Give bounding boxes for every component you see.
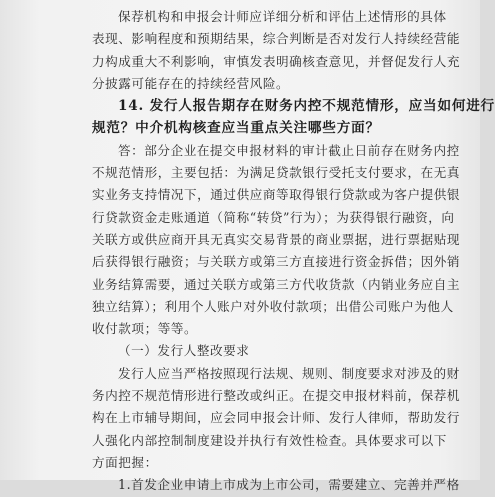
text-line: 收付款项；等等。 [92, 321, 198, 337]
section-paragraph [92, 363, 461, 474]
text-line: 关联方或供应商开具无真实交易背景的商业票据，进行票据贴现 [92, 231, 461, 247]
text-line: 保荐机构和申报会计师应详细分析和评估上述情形的具体 [118, 9, 447, 24]
text-line: 实业务支持情况下，通过供应商等取得银行贷款或为客户提供银 [92, 187, 461, 203]
document-text [92, 6, 495, 497]
answer-paragraph [92, 140, 461, 341]
heading-line: 14. 发行人报告期存在财务内控不规范情形，应当如何进行 [118, 98, 495, 115]
text-line: 发行人应当严格按照现行法规、规则、制度要求对涉及的财 [118, 365, 460, 381]
text-line: 后获得银行融资；与关联方或第三方直接进行资金拆借；因外销 [92, 254, 461, 270]
text-line: 不规范情形，主要包括：为满足贷款银行受托支付要求，在无真 [92, 165, 461, 181]
text-line: 构在上市辅导期间，应会同申报会计师、发行人律师，帮助发行 [92, 410, 461, 426]
text-line: 业务结算需要，通过关联方或第三方代收货款（内销业务应自主 [92, 276, 461, 292]
intro-paragraph [92, 6, 461, 95]
section-heading: （一）发行人整改要求 [118, 343, 250, 359]
text-line: 行贷款资金走账通道（简称“转贷”行为）；为获得银行融资，向 [92, 209, 455, 225]
list-item-1: 1.首发企业申请上市成为上市公司，需要建立、完善并严格 [118, 477, 460, 493]
text-line: 表现、影响程度和预期结果，综合判断是否对发行人持续经营能 [92, 31, 461, 47]
text-line: 答：部分企业在提交申报材料的审计截止日前存在财务内控 [118, 142, 460, 158]
text-line: 人强化内部控制制度建设并执行有效性检查。具体要求可以下 [92, 432, 447, 448]
question-heading [92, 95, 495, 140]
heading-line: 规范？中介机构核查应当重点关注哪些方面？ [92, 120, 380, 137]
text-line: 务内控不规范情形进行整改或纠正。在提交申报材料前，保荐机 [92, 388, 461, 404]
text-line: 方面把握： [92, 454, 158, 470]
text-line: 独立结算）；利用个人账户对外收付款项；出借公司账户为他人 [92, 298, 454, 314]
text-line: 分披露可能存在的持续经营风险。 [92, 75, 290, 91]
text-line: 力构成重大不利影响，审慎发表明确核查意见，并督促发行人充 [92, 53, 461, 69]
